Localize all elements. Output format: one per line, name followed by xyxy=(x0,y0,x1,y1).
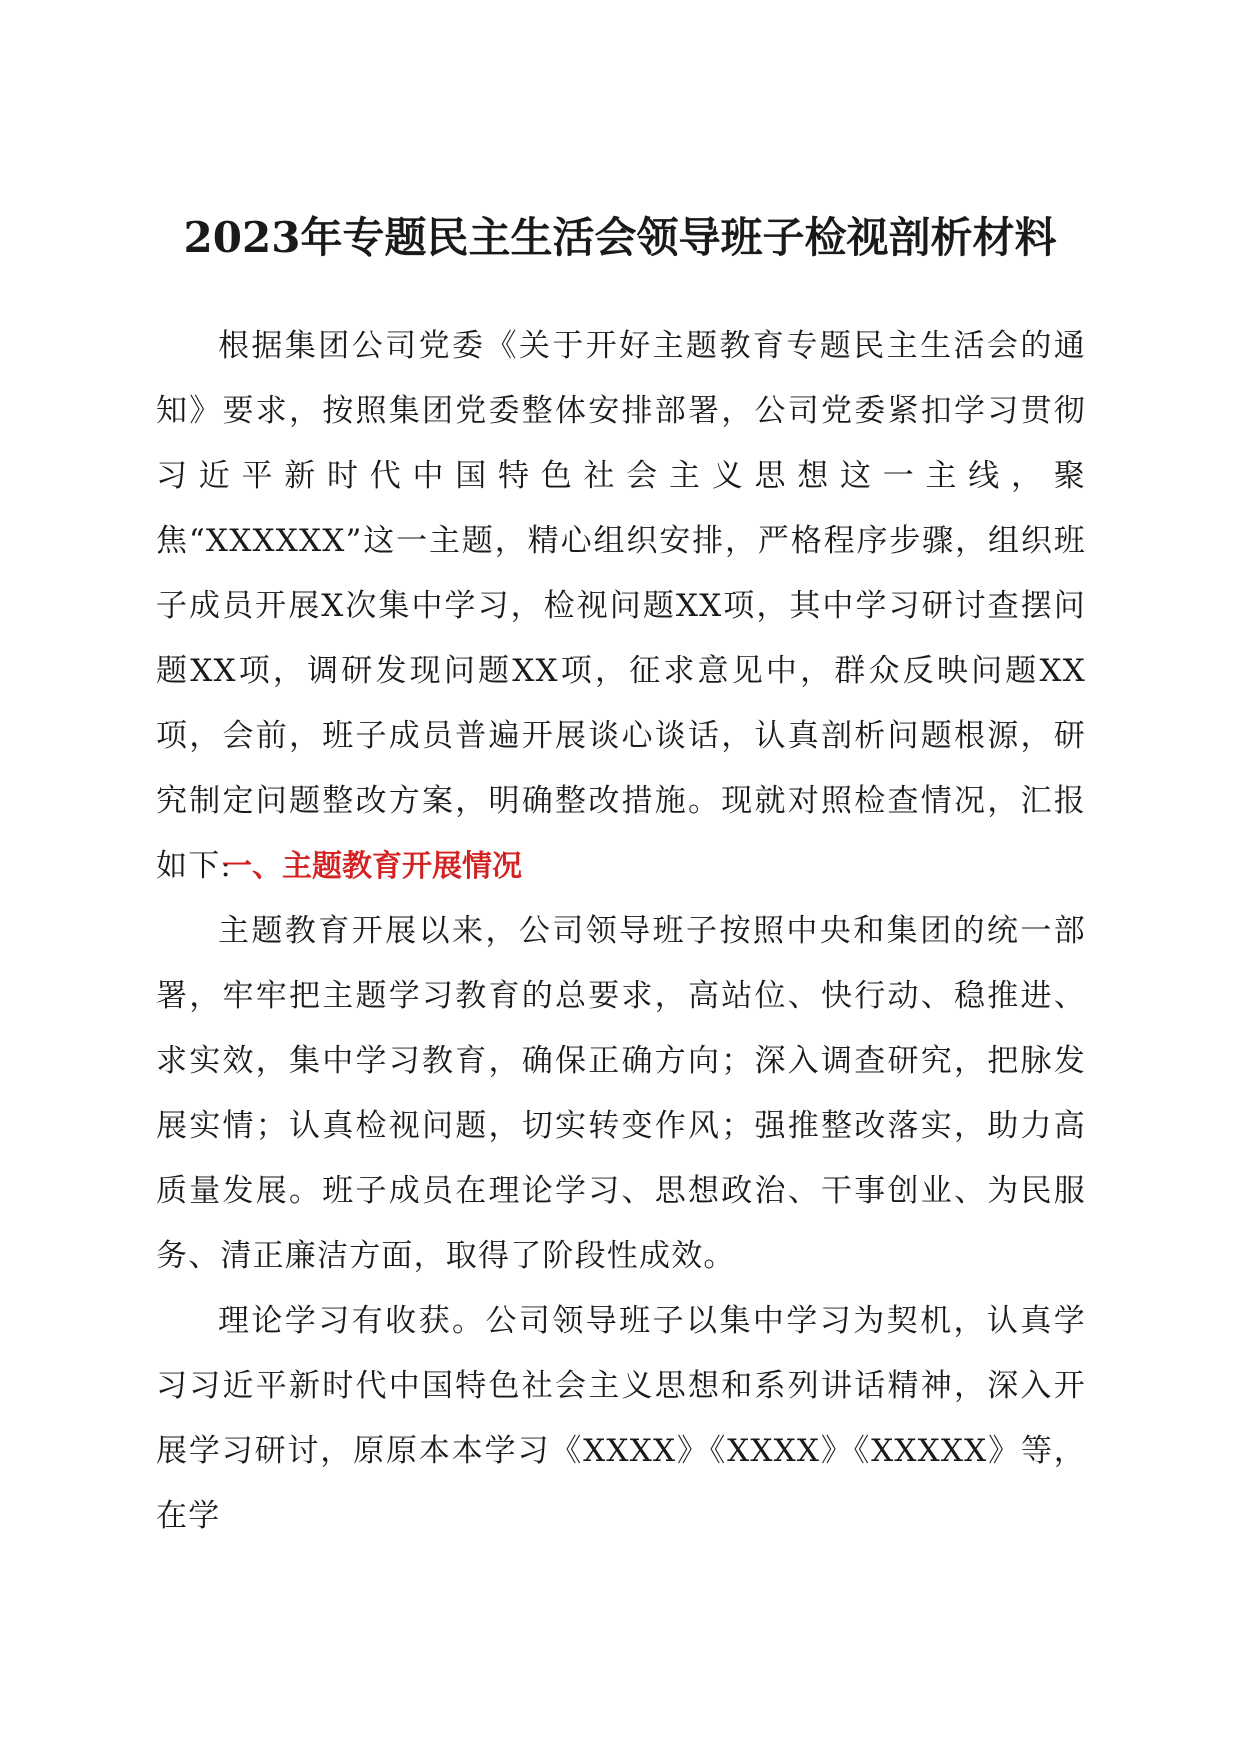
paragraph-intro: 根据集团公司党委《关于开好主题教育专题民主生活会的通知》要求，按照集团党委整体安排部署，公司党委紧扣学习贯彻习近平新时代中国特色社会主义思想这一主线，聚焦“XXXXXX”这一主题，精心组织安排，严格程序步骤，组织班子成员开展X次集中学习，检视问题XX项，其中学习研讨查摆问题XX项，调研发现问题XX项，征求意见中，群众反映问题XX项，会前，班子成员普遍开展谈心谈话，认真剖析问题根源，研究制定问题整改方案，明确整改措施。现就对照检查情况，汇报如下: xyxy=(156,328,1086,884)
paragraph-theory-study: 理论学习有收获。公司领导班子以集中学习为契机，认真学习习近平新时代中国特色社会主义思想和系列讲话精神，深入开展学习研讨，原原本本学习《XXXX》《XXXX》《XXXXX》等，在学 xyxy=(156,1303,1086,1534)
document-title: 2023年专题民主生活会领导班子检视剖析材料 xyxy=(183,213,1057,262)
paragraph-overview: 主题教育开展以来，公司领导班子按照中央和集团的统一部署，牢牢把主题学习教育的总要求，高站位、快行动、稳推进、求实效，集中学习教育，确保正确方向；深入调查研究，把脉发展实情；认真检视问题，切实转变作风；强推整改落实，助力高质量发展。班子成员在理论学习、思想政治、干事创业、为民服务、清正廉洁方面，取得了阶段性成效。 xyxy=(156,913,1086,1274)
section-heading: 一、主题教育开展情况 xyxy=(222,849,522,884)
